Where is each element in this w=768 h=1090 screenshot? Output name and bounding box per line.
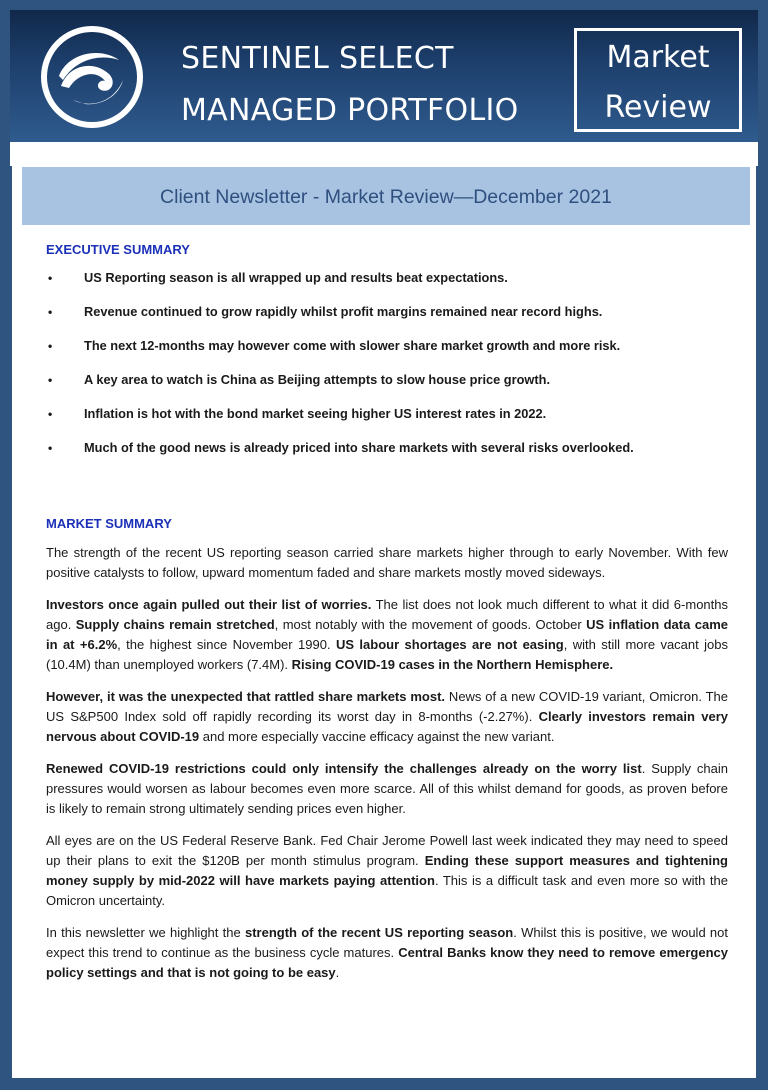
bullet-icon: • — [48, 305, 53, 319]
brand-title — [181, 33, 519, 137]
market-summary-paragraph-1: The strength of the recent US reporting season carried share markets higher through to early November. With few positive catalysts to follow, upward momentum faded and share markets mostly moved sideways. — [46, 545, 728, 580]
brand-line-2: MANAGED PORTFOLIO — [181, 93, 519, 128]
brand-line-1: SENTINEL SELECT — [181, 41, 454, 76]
bullet-icon: • — [48, 407, 53, 421]
market-summary-paragraph-5: All eyes are on the US Federal Reserve Bank. Fed Chair Jerome Powell last week indicated they may need to speed up their plans to exit the $120B per month stimulus program. Ending these support measures and tightening money supply by mid-2022 will have markets paying attention. This is a difficult task and even more so with the Omicron uncertainty. — [46, 833, 728, 908]
newsletter-banner: Client Newsletter - Market Review—December 2021 — [22, 167, 750, 225]
header-bar — [10, 10, 758, 142]
market-summary-paragraph-2: Investors once again pulled out their list of worries. The list does not look much different to what it did 6-months ago. Supply chains remain stretched, most notably with the movement of goods. October US inflation data came in at +6.2%, the highest since November 1990. US labour shortages are not easing, with still more vacant jobs (10.4M) than unemployed workers (7.4M). Rising COVID-19 cases in the Northern Hemisphere. — [46, 597, 729, 672]
market-summary-paragraph-3: However, it was the unexpected that rattled share markets most. News of a new COVID-19 variant, Omicron. The US S&P500 Index sold off rapidly recording its worst day in 8-months (-2.27%). Clearly investors remain very nervous about COVID-19 and more especially vaccine efficacy against the new variant. — [46, 689, 728, 744]
bullet-icon: • — [48, 339, 53, 353]
market-summary-paragraph-4: Renewed COVID-19 restrictions could only intensify the challenges already on the worry list. Supply chain pressures would worsen as labour becomes even more scarce. All of this whilst demand for goods, as proven before is likely to remain strong ultimately sending prices even higher. — [46, 761, 728, 816]
list-item: • Inflation is hot with the bond market seeing higher US interest rates in 2022. — [48, 406, 547, 421]
list-item: • Revenue continued to grow rapidly whilst profit margins remained near record highs. — [48, 304, 603, 319]
list-item: • US Reporting season is all wrapped up and results beat expectations. — [48, 270, 508, 285]
badge-line-1: Market — [606, 40, 710, 75]
list-item: • The next 12-months may however come with slower share market growth and more risk. — [48, 338, 621, 353]
list-item: • A key area to watch is China as Beijing attempts to slow house price growth. — [48, 372, 551, 387]
list-item: • Much of the good news is already priced into share markets with several risks overlooked. — [48, 440, 634, 455]
bullet-icon: • — [48, 271, 53, 285]
main-content — [46, 240, 728, 995]
bullet-icon: • — [48, 441, 53, 455]
market-summary-heading: MARKET SUMMARY — [46, 516, 172, 531]
executive-summary-list — [46, 270, 728, 474]
bullet-icon: • — [48, 373, 53, 387]
sentinel-wave-logo-icon — [39, 24, 145, 130]
market-review-badge — [574, 28, 742, 132]
header-divider — [10, 142, 758, 166]
market-summary-paragraph-6: In this newsletter we highlight the strength of the recent US reporting season. Whilst this is positive, we would not expect this trend to continue as the business cycle matures. Central Banks know they need to remove emergency policy settings and that is not going to be easy. — [46, 925, 729, 980]
badge-line-2: Review — [604, 90, 712, 125]
executive-summary-heading: EXECUTIVE SUMMARY — [46, 242, 190, 257]
